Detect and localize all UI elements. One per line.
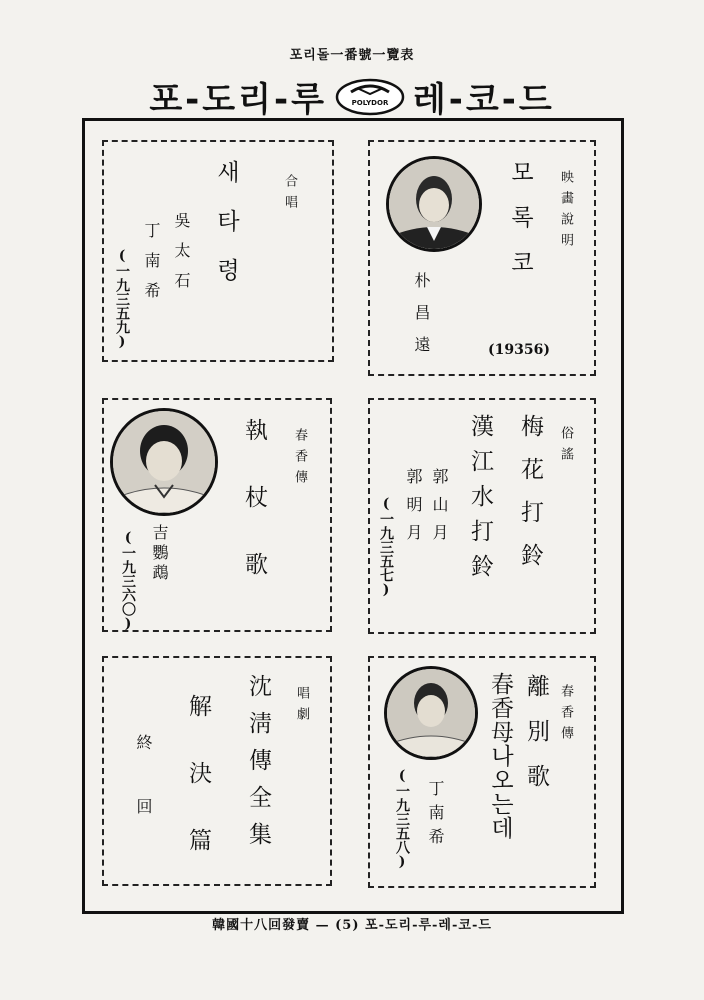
card-performer: 吳太石 [172, 212, 191, 302]
card-title: 梅花打鈴 [517, 414, 543, 586]
record-card-saetaryeong [102, 140, 334, 362]
card-performer: 丁南希 [142, 222, 161, 312]
header-top-line: 포리돌一番號一覽表 [289, 48, 415, 63]
card-genre: 春香傳 [558, 684, 573, 747]
portrait-photo [384, 666, 478, 760]
card-performer: 郭山月 [430, 468, 449, 552]
polydor-logo-icon [335, 78, 405, 116]
card-genre: 俗謠 [558, 426, 573, 468]
portrait-photo [386, 156, 482, 252]
record-card-morocco [368, 140, 596, 376]
record-card-simcheongjeon [102, 656, 332, 895]
card-performer: 朴昌遠 [412, 272, 431, 368]
record-number: (一九三六〇) [120, 530, 136, 632]
card-title: 모록코 [507, 160, 533, 295]
record-number: (一九三五九) [114, 248, 130, 350]
record-number: (19356) [488, 342, 550, 358]
footer-line: 韓國十八回發賣 — (5) 포-도리-루-레-코-드 [212, 918, 492, 933]
card-note: 終回 [134, 734, 153, 862]
card-performer: 吉鸚鵡 [150, 524, 169, 584]
portrait-photo [110, 408, 218, 516]
card-genre: 唱劇 [294, 686, 309, 728]
card-subtitle: 解決篇 [185, 694, 211, 895]
card-performer: 郭明月 [404, 468, 423, 552]
record-card-jipjangga [102, 398, 332, 632]
card-title: 春香母나오는데 [487, 672, 513, 840]
brand-right-text: 레-코-드 [412, 80, 555, 120]
brand-left-text: 포-도리-루 [149, 80, 327, 120]
record-number: (一九三五七) [378, 496, 394, 598]
card-performer: 丁南希 [426, 780, 445, 852]
card-title: 離別歌 [523, 674, 549, 809]
card-title: 새타령 [213, 160, 239, 307]
card-title: 漢江水打鈴 [467, 414, 493, 589]
card-title: 沈淸傳全集 [245, 674, 271, 859]
card-title: 執杖歌 [241, 418, 267, 619]
record-number: (一九三五八) [394, 768, 410, 870]
record-card-maehwa-taryeong [368, 398, 596, 634]
card-genre: 春香傳 [292, 428, 307, 491]
brand-header [0, 72, 704, 121]
card-genre: 映畵說明 [558, 170, 573, 254]
logo-text: POLYDOR [351, 98, 389, 107]
card-genre: 合唱 [282, 174, 297, 216]
record-card-ibyeolga [368, 656, 596, 888]
